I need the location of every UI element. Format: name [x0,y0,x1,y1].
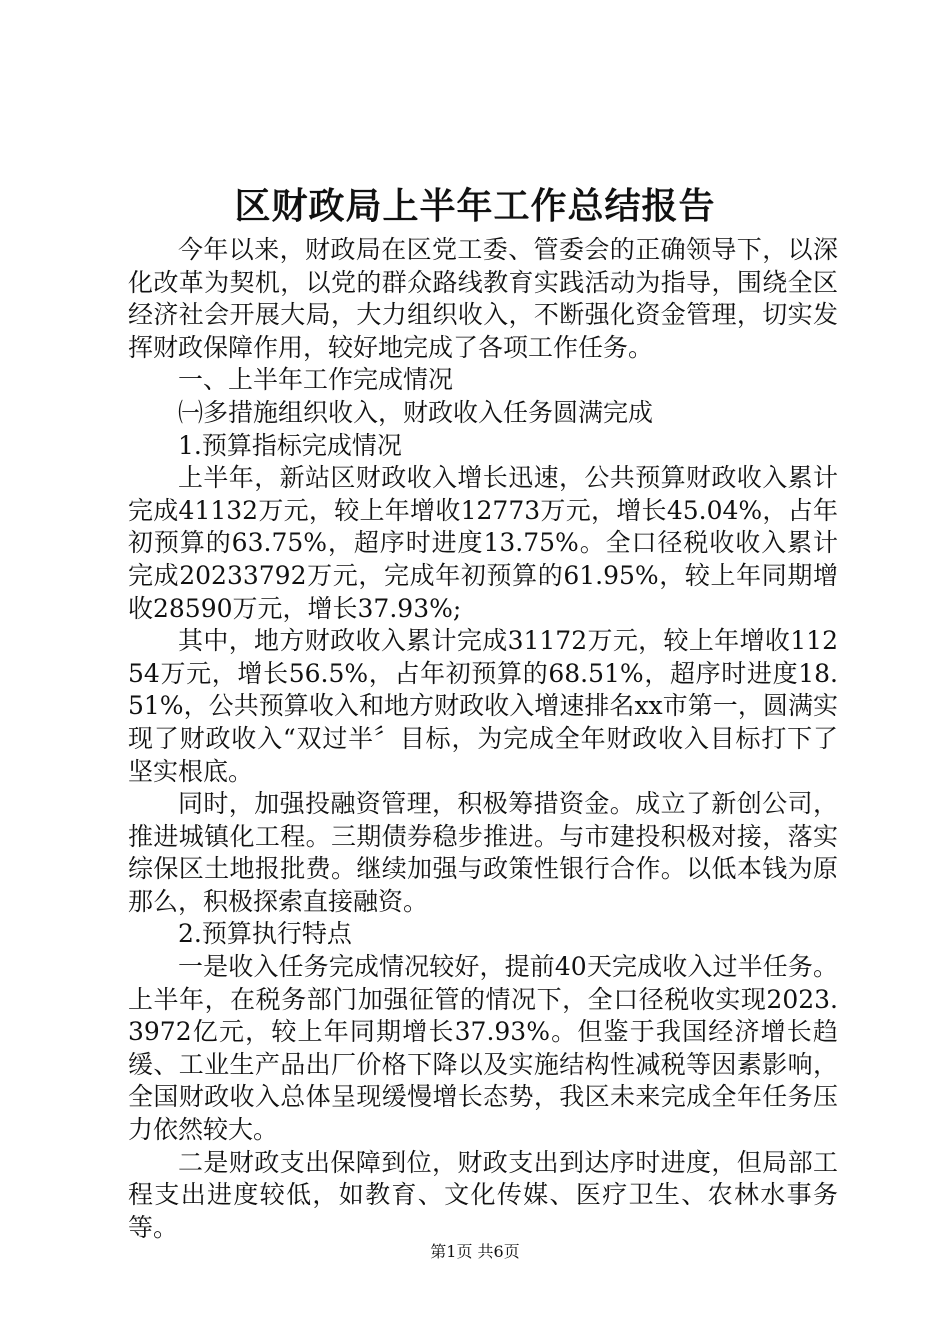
document-title: 区财政局上半年工作总结报告 [234,185,716,227]
paragraph-local-revenue: 其中，地方财政收入累计完成31172万元，较上年增收11254万元，增长56.5%，占年初预算的68.51%，超序时进度18.51%，公共预算收入和地方财政收入增速排名xx市第一，圆满实现了财政收入“双过半〞目标，为完成全年财政收入目标打下了坚实根底。 [128,626,838,786]
document-body [128,234,838,1244]
item-heading-2: 2.预算执行特点 [178,919,352,949]
page-footer: 第1页 共6页 [430,1242,520,1261]
section-heading-1: 一、上半年工作完成情况 [178,365,454,395]
item-heading-1: 1.预算指标完成情况 [178,430,402,460]
paragraph-intro: 今年以来，财政局在区党工委、管委会的正确领导下，以深化改革为契机，以党的群众路线教育实践活动为指导，围绕全区经济社会开展大局，大力组织收入，不断强化资金管理，切实发挥财政保障作用，较好地完成了各项工作任务。 [128,235,838,362]
paragraph-budget-indicators: 上半年，新站区财政收入增长迅速，公共预算财政收入累计完成41132万元，较上年增收12773万元，增长45.04%，占年初预算的63.75%，超序时进度13.75%。全口径税收收入累计完成20233792万元，完成年初预算的61.95%，较上年同期增收28590万元，增长37.93%; [128,463,838,623]
paragraph-financing: 同时，加强投融资管理，积极筹措资金。成立了新创公司，推进城镇化工程。三期债券稳步推进。与市建投积极对接，落实综保区土地报批费。继续加强与政策性银行合作。以低本钱为原那么，积极探索直接融资。 [128,789,838,916]
paragraph-revenue-feature: 一是收入任务完成情况较好，提前40天完成收入过半任务。上半年，在税务部门加强征管的情况下，全口径税收实现2023.3972亿元，较上年同期增长37.93%。但鉴于我国经济增长趋缓、工业生产品出厂价格下降以及实施结构性减税等因素影响，全国财政收入总体呈现缓慢增长态势，我区未来完成全年任务压力依然较大。 [128,952,838,1145]
paragraph-expenditure-feature: 二是财政支出保障到位，财政支出到达序时进度，但局部工程支出进度较低，如教育、文化传媒、医疗卫生、农林水事务等。 [128,1147,838,1242]
subsection-heading-1: ㈠多措施组织收入，财政收入任务圆满完成 [178,397,654,427]
